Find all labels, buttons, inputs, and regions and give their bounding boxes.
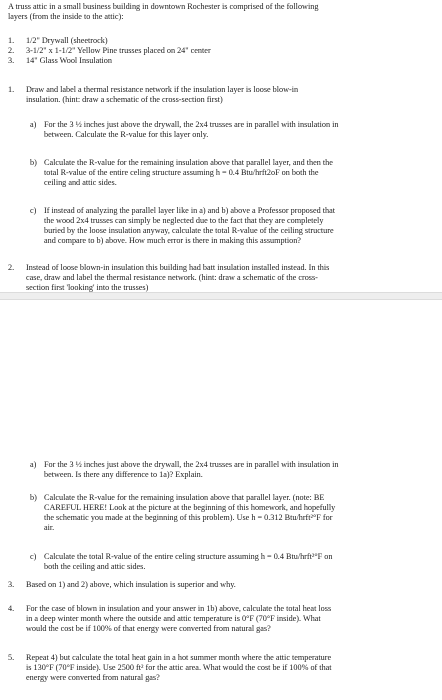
subquestion-text-line: For the 3 ½ inches just above the drywall, the 2x4 trusses are in parallel with insulation in [44, 120, 339, 129]
subquestion-text-line: If instead of analyzing the parallel layer like in a) and b) above a Professor proposed that [44, 206, 336, 215]
subquestion-text-line: both the ceiling and attic sides. [44, 562, 146, 571]
layer-text: 1/2" Drywall (sheetrock) [26, 36, 108, 45]
layer-text: 3-1/2" x 1-1/2" Yellow Pine trusses placed on 24" center [26, 46, 211, 55]
subquestion-text-line: the wood 2x4 trusses can simply be neglected due to the fact that they are completely [44, 216, 324, 225]
subquestion-text-line: ceiling and attic sides. [44, 178, 117, 187]
question-number: 3. [8, 580, 15, 589]
layer-number: 2. [8, 46, 15, 55]
subquestion-label: a) [30, 460, 37, 469]
intro-line-1: A truss attic in a small business building in downtown Rochester is comprised of the following [8, 2, 319, 11]
layer-number: 3. [8, 56, 15, 65]
subquestion-text-line: total R-value of the entire celing structure assuming h = 0.4 Btu/hrft2oF on both the [44, 168, 319, 177]
question-text-line: energy were converted from natural gas? [26, 673, 160, 682]
layer-text: 14" Glass Wool Insulation [26, 56, 112, 65]
subquestion-text-line: CAREFUL HERE! Look at the picture at the beginning of this homework, and hopefully [44, 503, 336, 512]
question-text-line: would the cost be if 100% of that energy were converted from natural gas? [26, 624, 271, 633]
question-text-line: Instead of loose blown-in insulation this building had batt insulation installed instead. In this [26, 263, 330, 272]
question-text-line: section first 'looking' into the trusses) [26, 283, 149, 292]
subquestion-text-line: buried by the loose insulation anyway, calculate the total R-value of the ceiling structure [44, 226, 334, 235]
question-text-line: is 130°F (70°F inside). Use 2500 ft² for the attic area. What would the cost be if 100% of that [26, 663, 332, 672]
subquestion-text-line: between. Is there any difference to 1a)? Explain. [44, 470, 203, 479]
question-text-line: Based on 1) and 2) above, which insulation is superior and why. [26, 580, 236, 589]
page-break-divider [0, 292, 442, 300]
subquestion-text-line: air. [44, 523, 55, 532]
subquestion-text-line: Calculate the R-value for the remaining insulation above that parallel layer. (note: BE [44, 493, 325, 502]
question-text-line: case, draw and label the thermal resistance network. (hint: draw a schematic of the cross- [26, 273, 318, 282]
subquestion-text-line: Calculate the R-value for the remaining insulation above that parallel layer, and then the [44, 158, 333, 167]
layer-number: 1. [8, 36, 15, 45]
question-text-line: in a deep winter month where the outside and attic temperature is 0°F (70°F inside). What [26, 614, 321, 623]
subquestion-label: c) [30, 552, 37, 561]
question-text-line: Repeat 4) but calculate the total heat gain in a hot summer month where the attic temperature [26, 653, 332, 662]
question-number: 5. [8, 653, 15, 662]
question-text-line: For the case of blown in insulation and your answer in 1b) above, calculate the total heat loss [26, 604, 332, 613]
subquestion-label: b) [30, 158, 37, 167]
subquestion-text-line: Calculate the total R-value of the entire celing structure assuming h = 0.4 Btu/hrft²°F on [44, 552, 333, 561]
subquestion-label: a) [30, 120, 37, 129]
subquestion-label: b) [30, 493, 37, 502]
question-text-line: Draw and label a thermal resistance network if the insulation layer is loose blow-in [26, 85, 299, 94]
document-page-1 [0, 0, 442, 292]
document-page-2 [0, 300, 442, 700]
question-text-line: insulation. (hint: draw a schematic of the cross-section first) [26, 95, 223, 104]
question-number: 2. [8, 263, 15, 272]
intro-line-2: layers (from the inside to the attic): [8, 12, 124, 21]
subquestion-text-line: the schematic you made at the beginning of this problem). Use h = 0.312 Btu/hrft²°F for [44, 513, 333, 522]
question-number: 4. [8, 604, 15, 613]
subquestion-text-line: and compare to b) above. How much error is there in making this assumption? [44, 236, 301, 245]
question-number: 1. [8, 85, 15, 94]
subquestion-text-line: between. Calculate the R-value for this layer only. [44, 130, 209, 139]
subquestion-text-line: For the 3 ½ inches just above the drywall, the 2x4 trusses are in parallel with insulation in [44, 460, 339, 469]
subquestion-label: c) [30, 206, 37, 215]
